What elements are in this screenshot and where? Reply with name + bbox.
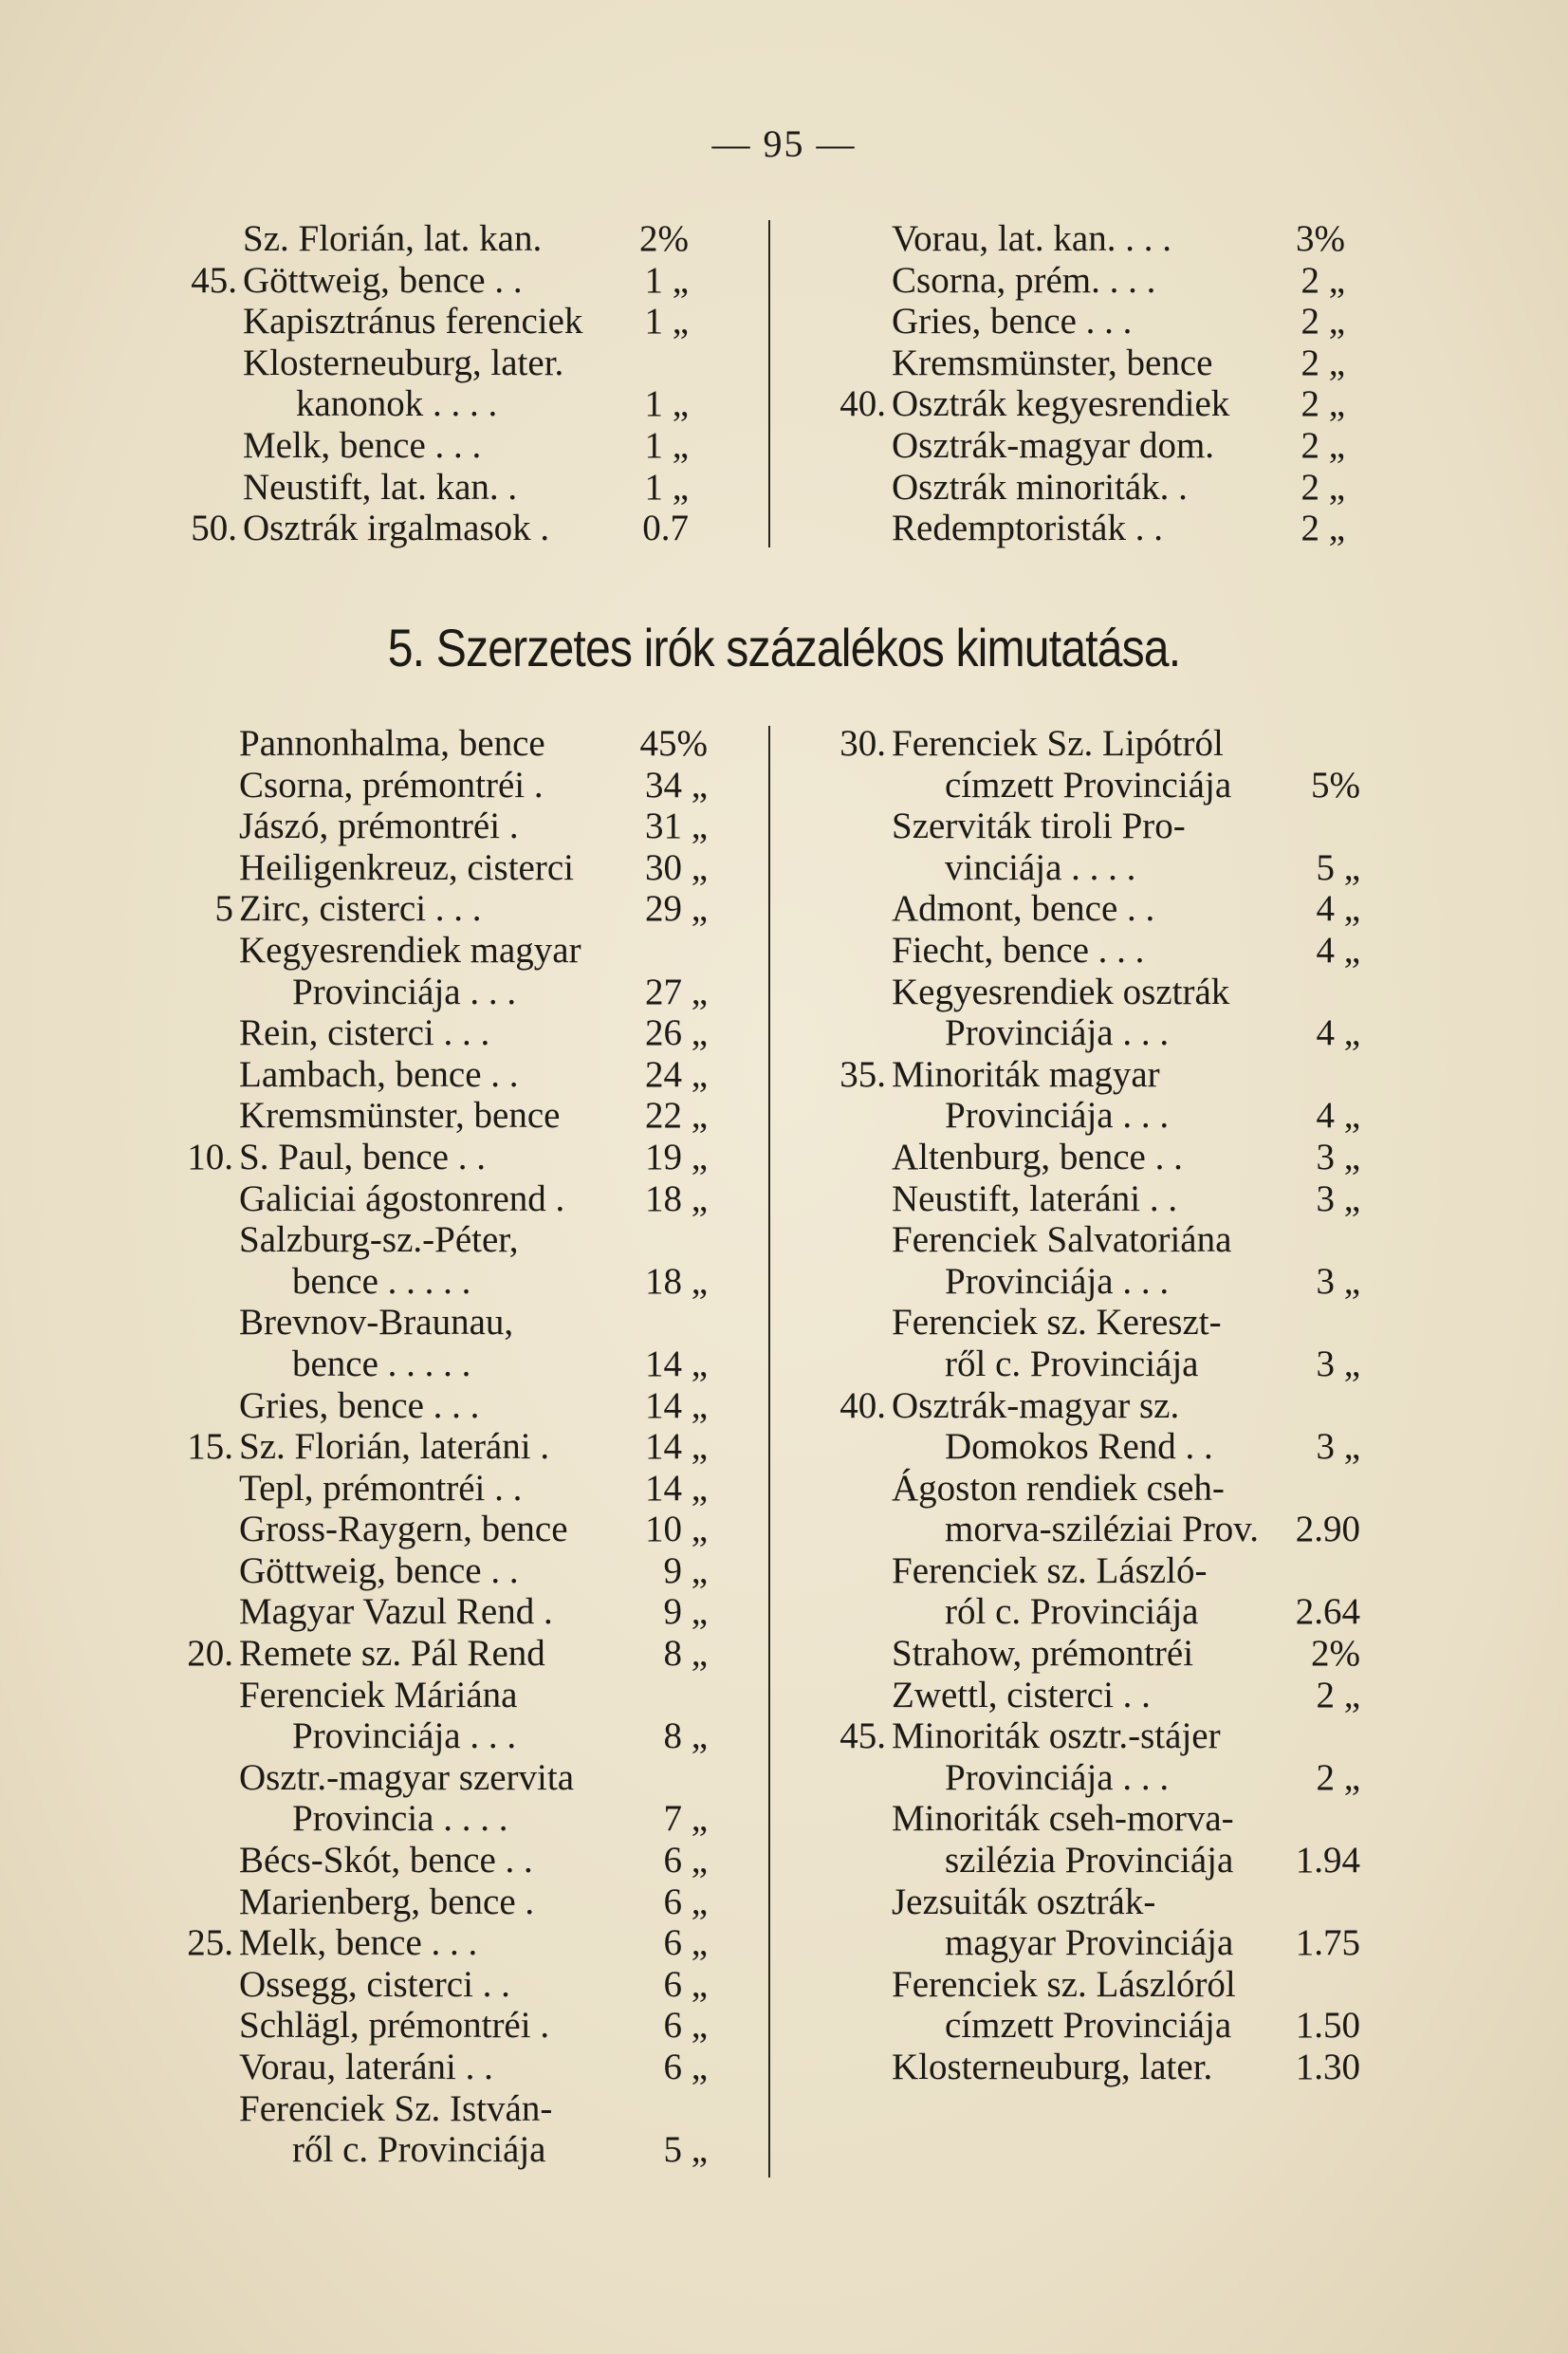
entry-label: Provinciája . . . [945, 1756, 1170, 1798]
entry-label: Zirc, cisterci . . . [239, 888, 482, 930]
entry-label: Provincia . . . . [292, 1798, 508, 1840]
list-item [191, 259, 689, 302]
list-item [892, 467, 1345, 509]
list-item [239, 1591, 708, 1633]
entry-label: Galiciai ágostonrend . [239, 1177, 565, 1219]
entry-label: Lambach, bence . . [239, 1053, 519, 1095]
entry-number: 40. [839, 383, 886, 425]
entry-label: Minoriták magyar [892, 1053, 1160, 1095]
list-item [243, 301, 689, 343]
list-item [239, 1219, 708, 1261]
list-item [239, 1385, 708, 1427]
entry-value: 1 „ [644, 466, 689, 508]
entry-label: bence . . . . . [292, 1260, 471, 1302]
entry-value: 4 „ [1316, 888, 1360, 930]
list-item [239, 972, 708, 1013]
entry-label: Schlägl, prémontréi . [239, 2005, 550, 2047]
entry-label: Pannonhalma, bence [239, 723, 545, 764]
list-item [892, 260, 1345, 302]
entry-label: Neustift, lat. kan. . [243, 466, 518, 508]
list-item [239, 723, 708, 765]
entry-label: ről c. Provinciája [292, 2129, 546, 2171]
entry-value: 5 „ [1316, 846, 1360, 888]
entry-label: Jászó, prémontréi . [239, 806, 519, 847]
list-item [239, 1840, 708, 1881]
entry-label: Provinciája . . . [945, 1095, 1170, 1137]
entry-value: 9 „ [663, 1549, 708, 1591]
list-item [239, 1757, 708, 1799]
entry-label: Domokos Rend . . [945, 1426, 1213, 1468]
entry-value: 4 „ [1316, 1012, 1360, 1054]
entry-label: Osztrák irgalmasok . [243, 508, 550, 549]
list-item [892, 1840, 1360, 1881]
list-item [239, 1302, 708, 1344]
entry-value: 3 „ [1316, 1426, 1360, 1468]
page-number: — 95 — [711, 122, 857, 165]
entry-label: Ferenciek Sz. István- [239, 2087, 553, 2129]
entry-value: 2 „ [1316, 1674, 1360, 1715]
list-item [892, 425, 1345, 467]
entry-value: 2 „ [1301, 508, 1345, 549]
section-heading: 5. Szerzetes irók százalékos kimutatása. [387, 618, 1181, 677]
entry-value: 3 „ [1316, 1343, 1360, 1384]
entry-label: Osztr.-magyar szervita [239, 1756, 575, 1798]
entry-label: vinciája . . . . [945, 846, 1136, 888]
entry-number: 45. [839, 1715, 886, 1757]
entry-label: címzett Provinciája [945, 764, 1232, 806]
list-item [892, 806, 1360, 847]
entry-value: 24 „ [644, 1053, 708, 1095]
entry-label: Ferenciek sz. László- [892, 1549, 1208, 1591]
list-item [892, 2047, 1360, 2088]
entry-value: 1.94 [1295, 1840, 1360, 1881]
section1-right-column [839, 218, 1345, 549]
entry-label: Ferenciek Máriána [239, 1674, 518, 1715]
list-item [239, 1964, 708, 2006]
entry-value: 26 „ [644, 1012, 708, 1054]
entry-number: 35. [839, 1053, 886, 1095]
list-item [892, 888, 1360, 930]
entry-label: Szerviták tiroli Pro- [892, 806, 1186, 847]
entry-value: 2% [1311, 1633, 1360, 1675]
entry-label: Osztrák-magyar sz. [892, 1384, 1180, 1426]
entry-value: 2 „ [1301, 424, 1345, 466]
entry-value: 6 „ [663, 1840, 708, 1881]
entry-label: Göttweig, bence . . [239, 1549, 519, 1591]
list-item [892, 1178, 1360, 1220]
entry-label: Strahow, prémontréi [892, 1633, 1194, 1675]
entry-value: 2 „ [1301, 259, 1345, 301]
entry-number: 5 [214, 888, 233, 930]
entry-value: 34 „ [644, 764, 708, 806]
entry-label: Provinciája . . . [945, 1260, 1170, 1302]
list-item [187, 1136, 708, 1178]
entry-value: 22 „ [644, 1095, 708, 1137]
entry-value: 4 „ [1316, 1095, 1360, 1137]
entry-label: Osztrák kegyesrendiek [892, 383, 1230, 425]
list-item [239, 1054, 708, 1096]
entry-value: 7 „ [663, 1798, 708, 1840]
entry-label: Provinciája . . . [945, 1012, 1170, 1054]
entry-value: 45% [639, 723, 708, 764]
entry-label: Ferenciek sz. Lászlóról [892, 1963, 1236, 2005]
entry-value: 31 „ [644, 806, 708, 847]
entry-label: Altenburg, bence . . [892, 1136, 1183, 1177]
entry-value: 2 „ [1316, 1756, 1360, 1798]
entry-label: Klosterneuburg, later. [243, 342, 564, 383]
entry-value: 6 „ [663, 2005, 708, 2047]
entry-value: 2% [639, 218, 689, 259]
entry-label: címzett Provinciája [945, 2005, 1232, 2047]
entry-number: 40. [839, 1384, 886, 1426]
list-item [239, 1881, 708, 1923]
entry-label: Magyar Vazul Rend . [239, 1591, 553, 1633]
list-item [892, 1261, 1360, 1303]
entry-label: Melk, bence . . . [239, 1922, 478, 1964]
entry-value: 2 „ [1301, 342, 1345, 383]
entry-label: Osztrák minoriták. . [892, 466, 1188, 508]
entry-label: Redemptoristák . . [892, 508, 1163, 549]
entry-label: Fiecht, bence . . . [892, 929, 1145, 971]
list-item [239, 1715, 708, 1757]
list-item [239, 1675, 708, 1716]
entry-label: Vorau, lat. kan. . . . [892, 218, 1171, 259]
list-item [892, 1095, 1360, 1137]
entry-label: Tepl, prémontréi . . [239, 1467, 523, 1509]
section2-left-column [187, 723, 708, 2171]
entry-value: 6 „ [663, 1963, 708, 2005]
list-item [239, 2005, 708, 2047]
entry-label: Ferenciek Salvatoriána [892, 1219, 1232, 1261]
entry-value: 29 „ [644, 888, 708, 930]
entry-label: Kremsmünster, bence [892, 342, 1213, 383]
entry-value: 18 „ [644, 1260, 708, 1302]
list-item [892, 1468, 1360, 1510]
list-item [892, 343, 1345, 384]
entry-label: Sz. Florián, lat. kan. [243, 218, 543, 259]
entry-label: Bécs-Skót, bence . . [239, 1840, 533, 1881]
list-item [214, 888, 708, 930]
list-item [239, 1261, 708, 1303]
section1-left-column [191, 218, 689, 549]
entry-value: 3 „ [1316, 1136, 1360, 1177]
entry-label: kanonok . . . . [296, 383, 498, 425]
list-item [892, 1591, 1360, 1633]
entry-label: Minoriták osztr.-stájer [892, 1715, 1221, 1757]
entry-label: Marienberg, bence . [239, 1881, 535, 1922]
list-item [892, 1798, 1360, 1840]
entry-label: bence . . . . . [292, 1343, 471, 1384]
list-item [239, 1509, 708, 1550]
list-item [892, 1757, 1360, 1799]
entry-label: S. Paul, bence . . [239, 1136, 486, 1177]
entry-label: Neustift, lateráni . . [892, 1177, 1178, 1219]
list-item [239, 1178, 708, 1220]
entry-value: 10 „ [644, 1509, 708, 1550]
list-item [892, 218, 1345, 260]
entry-value: 1 „ [644, 259, 689, 301]
entry-label: Vorau, lateráni . . [239, 2047, 493, 2087]
entry-label: Provinciája . . . [292, 1715, 517, 1757]
entry-value: 14 „ [644, 1343, 708, 1384]
list-item [243, 343, 689, 384]
entry-label: Ferenciek sz. Kereszt- [892, 1302, 1222, 1344]
entry-label: Ágoston rendiek cseh- [892, 1467, 1225, 1509]
list-item [892, 1509, 1360, 1550]
section2-divider [768, 726, 770, 2178]
list-item [239, 2129, 708, 2171]
entry-label: Ferenciek Sz. Lipótról [892, 723, 1224, 764]
entry-label: Göttweig, bence . . [243, 259, 523, 301]
list-item [892, 508, 1345, 549]
list-item [191, 508, 689, 549]
list-item [892, 1550, 1360, 1592]
list-item [239, 1012, 708, 1054]
entry-label: Gries, bence . . . [892, 301, 1133, 343]
list-item [243, 467, 689, 509]
entry-label: Brevnov-Braunau, [239, 1302, 514, 1344]
list-item [892, 972, 1360, 1013]
entry-value: 3 „ [1316, 1177, 1360, 1219]
entry-value: 14 „ [644, 1426, 708, 1468]
list-item [892, 1344, 1360, 1385]
entry-label: Melk, bence . . . [243, 424, 482, 466]
entry-label: Salzburg-sz.-Péter, [239, 1219, 519, 1261]
entry-number: 30. [839, 723, 886, 764]
list-item [892, 1922, 1360, 1964]
entry-value: 2 „ [1301, 466, 1345, 508]
list-item [239, 1798, 708, 1840]
list-item [839, 383, 1345, 425]
list-item [239, 1550, 708, 1592]
list-item [187, 1922, 708, 1964]
entry-value: 9 „ [663, 1591, 708, 1633]
entry-value: 2.90 [1295, 1509, 1360, 1550]
list-item [892, 1219, 1360, 1261]
entry-value: 18 „ [644, 1177, 708, 1219]
list-item [892, 1675, 1360, 1716]
list-item [239, 1095, 708, 1137]
list-item [892, 1633, 1360, 1675]
entry-value: 3 „ [1316, 1260, 1360, 1302]
entry-value: 1 „ [644, 424, 689, 466]
entry-value: 27 „ [644, 971, 708, 1012]
entry-label: Kegyesrendiek magyar [239, 929, 581, 971]
entry-value: 1 „ [644, 301, 689, 343]
entry-number: 50. [191, 508, 237, 549]
list-item [839, 1715, 1360, 1757]
list-item [243, 218, 689, 260]
entry-label: Csorna, prémontréi . [239, 764, 544, 806]
list-item [839, 1384, 1360, 1427]
entry-number: 45. [191, 259, 237, 301]
list-item [187, 1426, 708, 1468]
list-item [239, 2088, 708, 2130]
entry-label: Gross-Raygern, bence [239, 1509, 568, 1550]
list-item [239, 2047, 708, 2088]
entry-value: 5 „ [663, 2129, 708, 2171]
entry-label: Sz. Florián, lateráni . [239, 1426, 550, 1468]
list-item [239, 847, 708, 889]
entry-label: Jezsuiták osztrák- [892, 1881, 1156, 1922]
entry-number: 25. [187, 1922, 233, 1964]
entry-value: 19 „ [644, 1136, 708, 1177]
list-item [243, 425, 689, 467]
list-item [892, 1426, 1360, 1468]
entry-label: Csorna, prém. . . . [892, 259, 1156, 301]
entry-value: 8 „ [663, 1633, 708, 1675]
list-item [892, 930, 1360, 972]
entry-value: 5% [1311, 764, 1360, 806]
entry-value: 2 „ [1301, 383, 1345, 425]
list-item [239, 765, 708, 806]
entry-label: Provinciája . . . [292, 971, 517, 1012]
list-item [892, 765, 1360, 806]
list-item [239, 930, 708, 972]
entry-value: 8 „ [663, 1715, 708, 1757]
entry-value: 14 „ [644, 1384, 708, 1426]
entry-label: Minoriták cseh-morva- [892, 1798, 1234, 1840]
entry-label: Remete sz. Pál Rend [239, 1633, 545, 1675]
entry-value: 1.30 [1295, 2047, 1360, 2087]
list-item [239, 1344, 708, 1385]
list-item [239, 806, 708, 847]
entry-value: 30 „ [644, 846, 708, 888]
list-item [892, 1012, 1360, 1054]
entry-label: ről c. Provinciája [945, 1343, 1199, 1384]
list-item [239, 1468, 708, 1510]
list-item [839, 1053, 1360, 1096]
entry-value: 14 „ [644, 1467, 708, 1509]
entry-label: magyar Provinciája [945, 1922, 1234, 1964]
list-item [892, 1964, 1360, 2006]
entry-label: Rein, cisterci . . . [239, 1012, 490, 1054]
section2-right-column [839, 723, 1360, 2088]
entry-value: 3% [1296, 218, 1345, 259]
entry-value: 2.64 [1295, 1591, 1360, 1633]
list-item [892, 2005, 1360, 2047]
entry-label: Admont, bence . . [892, 888, 1155, 930]
list-item [892, 1137, 1360, 1178]
entry-label: szilézia Provinciája [945, 1840, 1234, 1881]
entry-value: 0.7 [642, 508, 689, 549]
list-item [892, 301, 1345, 343]
entry-value: 6 „ [663, 2047, 708, 2087]
entry-label: Klosterneuburg, later. [892, 2047, 1213, 2087]
list-item [892, 1881, 1360, 1923]
entry-label: Kremsmünster, bence [239, 1095, 561, 1137]
entry-number: 20. [187, 1633, 233, 1675]
entry-label: ról c. Provinciája [945, 1591, 1199, 1633]
list-item [839, 723, 1360, 765]
entry-value: 6 „ [663, 1922, 708, 1964]
list-item [243, 383, 689, 425]
entry-value: 6 „ [663, 1881, 708, 1922]
entry-value: 2 „ [1301, 301, 1345, 343]
entry-value: 4 „ [1316, 929, 1360, 971]
entry-value: 1.75 [1295, 1922, 1360, 1964]
entry-label: Kapisztránus ferenciek [243, 301, 583, 343]
entry-value: 1 „ [644, 383, 689, 425]
entry-label: Gries, bence . . . [239, 1384, 480, 1426]
entry-value: 1.50 [1295, 2005, 1360, 2047]
list-item [892, 847, 1360, 889]
entry-label: morva-sziléziai Prov. [945, 1509, 1260, 1550]
list-item [892, 1302, 1360, 1344]
entry-label: Osztrák-magyar dom. [892, 424, 1215, 466]
entry-number: 15. [187, 1426, 233, 1468]
entry-label: Zwettl, cisterci . . [892, 1674, 1151, 1715]
list-item [187, 1633, 708, 1675]
entry-label: Ossegg, cisterci . . [239, 1963, 510, 2005]
entry-number: 10. [187, 1136, 233, 1177]
entry-label: Kegyesrendiek osztrák [892, 971, 1230, 1012]
entry-label: Heiligenkreuz, cisterci [239, 846, 574, 888]
section1-divider [768, 220, 770, 547]
